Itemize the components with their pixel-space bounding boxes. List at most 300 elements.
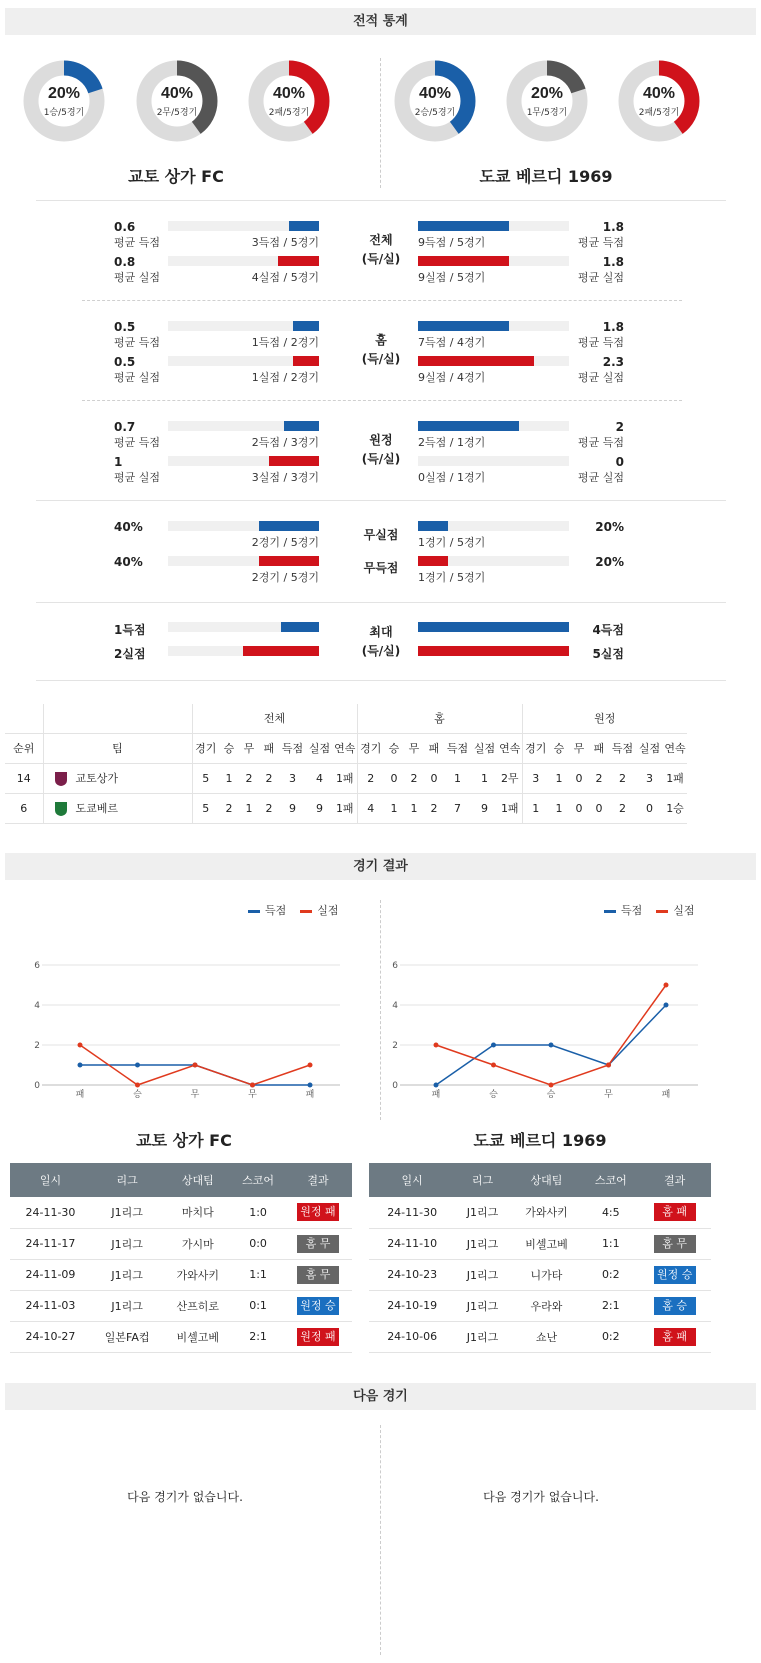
data-point <box>549 1043 554 1048</box>
table-cell: 4 <box>306 763 333 793</box>
legend-swatch-scored <box>604 910 616 913</box>
home-avg-scored-label: 평균 득점 <box>114 236 161 249</box>
table-row <box>10 1228 352 1259</box>
away-results-table <box>369 1163 711 1353</box>
divider <box>82 300 682 301</box>
home-avg-conceded-value: 1 <box>114 455 123 469</box>
away-failed-score-caption: 1경기 / 5경기 <box>418 571 486 584</box>
column-header: 리그 <box>455 1163 509 1197</box>
table-cell: 5 <box>192 763 219 793</box>
away-avg-conceded-value: 0 <box>615 455 624 469</box>
stat-bar-fill <box>259 556 319 566</box>
column-header: 상대팀 <box>163 1163 232 1197</box>
stat-bar-track <box>168 521 319 531</box>
away-results-chart <box>378 955 718 1105</box>
table-row <box>10 1259 352 1290</box>
table-cell: 24-11-09 <box>10 1259 91 1290</box>
result-cell <box>284 1259 352 1290</box>
column-header: 패 <box>424 733 444 763</box>
stat-bar-track <box>168 221 319 231</box>
table-cell: 마치다 <box>163 1197 232 1228</box>
team-name[interactable]: 도쿄베르 <box>75 801 119 815</box>
table-cell: 0:1 <box>232 1290 284 1321</box>
result-badge: 원정 패 <box>297 1203 339 1221</box>
home-team-title: 교토 상가 FC <box>128 167 224 186</box>
donut-chart <box>135 59 219 143</box>
table-cell: 5 <box>192 793 219 823</box>
result-cell <box>638 1197 711 1228</box>
table-cell: 3 <box>522 763 549 793</box>
stat-category-label <box>341 231 421 269</box>
stat-bar-fill <box>418 356 534 366</box>
table-cell: 1패 <box>663 763 687 793</box>
column-header: 무 <box>404 733 424 763</box>
divider <box>36 602 726 603</box>
data-point <box>193 1063 198 1068</box>
donut-caption: 2패/5경기 <box>638 108 680 118</box>
table-cell: 14 <box>5 763 43 793</box>
home-avg-conceded-label: 평균 실점 <box>114 471 161 484</box>
column-header: 패 <box>589 733 609 763</box>
table-cell: J1리그 <box>91 1290 163 1321</box>
stat-bar-track <box>418 646 569 656</box>
table-cell: 1 <box>549 763 569 793</box>
table-row <box>369 1259 711 1290</box>
column-header: 연속 <box>498 733 522 763</box>
result-badge: 홈 승 <box>654 1297 696 1315</box>
column-header: 스코어 <box>232 1163 284 1197</box>
table-cell: 2 <box>609 793 636 823</box>
column-header: 경기 <box>192 733 219 763</box>
result-badge: 홈 패 <box>654 1328 696 1346</box>
column-header: 득점 <box>279 733 306 763</box>
data-point <box>434 1043 439 1048</box>
stat-category-sub: (득/실) <box>361 644 401 658</box>
home-max-scored: 1득점 <box>114 623 146 637</box>
divider <box>82 400 682 401</box>
x-tick-label: 승 <box>133 1090 142 1100</box>
home-avg-scored-value: 0.6 <box>114 220 136 234</box>
table-row <box>10 1197 352 1228</box>
away-avg-conceded-label: 평균 실점 <box>577 471 624 484</box>
column-header: 실점 <box>471 733 498 763</box>
result-cell <box>284 1321 352 1352</box>
home-team-title: 교토 상가 FC <box>136 1131 232 1150</box>
away-clean-sheet-pct: 20% <box>595 520 624 534</box>
home-failed-score-caption: 2경기 / 5경기 <box>251 571 319 584</box>
table-cell: 6 <box>5 793 43 823</box>
table-cell: 니가타 <box>510 1259 583 1290</box>
donut-caption: 1승/5경기 <box>43 108 85 118</box>
table-cell: 2 <box>589 763 609 793</box>
x-tick-label: 무 <box>190 1090 200 1100</box>
y-tick-label: 4 <box>392 1001 398 1011</box>
table-header-row <box>369 1163 711 1197</box>
result-badge: 홈 무 <box>297 1266 339 1284</box>
table-cell: 3 <box>279 763 306 793</box>
away-avg-scored-label: 평균 득점 <box>577 336 624 349</box>
table-cell: 가와사키 <box>510 1197 583 1228</box>
table-cell: 0:0 <box>232 1228 284 1259</box>
donut-percent: 40% <box>272 85 306 102</box>
away-scored-caption: 7득점 / 4경기 <box>418 336 486 349</box>
table-cell: 24-11-30 <box>369 1197 455 1228</box>
away-avg-scored-label: 평균 득점 <box>577 236 624 249</box>
section-header-next: 다음 경기 <box>5 1383 756 1410</box>
home-conceded-caption: 4실점 / 5경기 <box>251 271 319 284</box>
table-cell: 24-10-27 <box>10 1321 91 1352</box>
y-tick-label: 6 <box>34 961 40 971</box>
donut-percent: 20% <box>47 85 81 102</box>
table-cell: 2 <box>609 763 636 793</box>
stat-bar-fill <box>418 421 519 431</box>
home-scored-caption: 2득점 / 3경기 <box>251 436 319 449</box>
table-cell: 1패 <box>333 763 357 793</box>
result-cell <box>284 1197 352 1228</box>
table-cell: 1 <box>384 793 404 823</box>
stat-bar-fill <box>281 622 319 632</box>
result-badge: 원정 승 <box>297 1297 339 1315</box>
divider <box>380 900 381 1120</box>
column-header: 실점 <box>636 733 663 763</box>
table-cell: 2무 <box>498 763 522 793</box>
table-cell: 7 <box>444 793 471 823</box>
home-avg-conceded-value: 0.5 <box>114 355 136 369</box>
stat-bar-fill <box>259 521 319 531</box>
divider <box>380 1425 381 1655</box>
group-header-total: 전체 <box>192 704 357 733</box>
home-avg-scored-value: 0.7 <box>114 420 136 434</box>
table-cell: 쇼난 <box>510 1321 583 1352</box>
donut-caption: 2승/5경기 <box>414 108 456 118</box>
failed-to-score-label: 무득점 <box>363 561 399 575</box>
legend-swatch-scored <box>248 910 260 913</box>
column-header: 상대팀 <box>510 1163 583 1197</box>
away-next-empty: 다음 경기가 없습니다. <box>483 1490 599 1504</box>
stat-category-name: 최대 <box>369 625 393 639</box>
stat-category-sub: (득/실) <box>361 252 401 266</box>
section-header-stats: 전적 통계 <box>5 8 756 35</box>
divider <box>36 500 726 501</box>
stat-bar-track <box>168 356 319 366</box>
donut-chart <box>505 59 589 143</box>
stat-bar-track <box>418 256 569 266</box>
donut-chart <box>247 59 331 143</box>
data-point <box>491 1043 496 1048</box>
donut-caption: 2무/5경기 <box>156 108 198 118</box>
table-cell: 가시마 <box>163 1228 232 1259</box>
stat-bar-track <box>168 556 319 566</box>
table-row <box>369 1228 711 1259</box>
result-badge: 홈 패 <box>654 1203 696 1221</box>
y-tick-label: 0 <box>392 1081 398 1091</box>
crest-shape <box>55 772 67 786</box>
away-scored-caption: 2득점 / 1경기 <box>418 436 486 449</box>
result-badge: 홈 무 <box>297 1235 339 1253</box>
column-header: 무 <box>239 733 259 763</box>
table-cell: 24-10-06 <box>369 1321 455 1352</box>
data-point <box>78 1063 83 1068</box>
away-avg-scored-value: 1.8 <box>602 220 624 234</box>
home-max-conceded: 2실점 <box>114 647 146 661</box>
data-point <box>664 1003 669 1008</box>
donut-percent: 40% <box>160 85 194 102</box>
x-tick-label: 패 <box>431 1090 441 1100</box>
column-header: 실점 <box>306 733 333 763</box>
table-cell: 9 <box>306 793 333 823</box>
table-row <box>10 1290 352 1321</box>
table-row <box>5 763 687 793</box>
x-tick-label: 승 <box>489 1090 498 1100</box>
table-cell: 1:1 <box>232 1259 284 1290</box>
table-cell: J1리그 <box>455 1197 509 1228</box>
table-cell: 24-11-03 <box>10 1290 91 1321</box>
result-cell <box>284 1290 352 1321</box>
away-avg-conceded-value: 2.3 <box>602 355 624 369</box>
data-point <box>308 1083 313 1088</box>
donut-percent: 40% <box>642 85 676 102</box>
x-tick-label: 승 <box>546 1090 556 1100</box>
table-row <box>369 1197 711 1228</box>
stat-bar-fill <box>418 221 509 231</box>
y-tick-label: 6 <box>392 961 398 971</box>
data-point <box>135 1083 140 1088</box>
table-row <box>10 1321 352 1352</box>
column-header: 득점 <box>609 733 636 763</box>
table-cell: 1:0 <box>232 1197 284 1228</box>
stat-bar-fill <box>418 556 448 566</box>
home-conceded-caption: 1실점 / 2경기 <box>251 371 319 384</box>
table-cell: 1 <box>239 793 259 823</box>
stat-category-name: 홈 <box>375 333 387 347</box>
table-cell: 3 <box>636 763 663 793</box>
table-cell: 비셀고베 <box>510 1228 583 1259</box>
away-conceded-caption: 9실점 / 4경기 <box>418 371 486 384</box>
stat-bar-fill <box>269 456 319 466</box>
table-cell: 1:1 <box>583 1228 638 1259</box>
stat-bar-track <box>418 556 569 566</box>
column-header: 경기 <box>522 733 549 763</box>
table-cell: 0 <box>636 793 663 823</box>
table-cell: 1 <box>471 763 498 793</box>
team-cell[interactable] <box>43 793 192 823</box>
data-point <box>549 1083 554 1088</box>
donut-caption: 2패/5경기 <box>268 108 310 118</box>
table-row <box>369 1321 711 1352</box>
table-cell: 1패 <box>498 793 522 823</box>
table-cell: 우라와 <box>510 1290 583 1321</box>
legend-swatch-conceded <box>300 910 312 913</box>
away-team-title: 도쿄 베르디 1969 <box>473 1131 607 1150</box>
home-avg-scored-value: 0.5 <box>114 320 136 334</box>
stat-bar-fill <box>418 256 509 266</box>
away-conceded-caption: 0실점 / 1경기 <box>418 471 486 484</box>
table-cell: 일본FA컵 <box>91 1321 163 1352</box>
home-avg-conceded-label: 평균 실점 <box>114 371 161 384</box>
away-max-scored: 4득점 <box>592 623 624 637</box>
crest-shape <box>55 802 67 816</box>
group-header-home: 홈 <box>357 704 522 733</box>
standings-table <box>5 704 687 824</box>
table-cell: 0:2 <box>583 1321 638 1352</box>
stat-bar-fill <box>418 321 509 331</box>
result-badge: 원정 승 <box>654 1266 696 1284</box>
result-cell <box>284 1228 352 1259</box>
x-tick-label: 패 <box>75 1090 85 1100</box>
legend-swatch-conceded <box>656 910 668 913</box>
x-tick-label: 무 <box>248 1090 257 1100</box>
table-cell: J1리그 <box>91 1259 163 1290</box>
table-cell: 2 <box>239 763 259 793</box>
clean-sheet-label: 무실점 <box>363 528 399 542</box>
home-scored-caption: 1득점 / 2경기 <box>251 336 319 349</box>
divider <box>36 680 726 681</box>
table-cell: 9 <box>279 793 306 823</box>
table-cell: J1리그 <box>455 1321 509 1352</box>
table-cell: 2:1 <box>583 1290 638 1321</box>
data-point <box>606 1063 611 1068</box>
stat-bar-fill <box>284 421 319 431</box>
team-cell[interactable] <box>43 763 192 793</box>
x-tick-label: 무 <box>604 1090 613 1100</box>
column-header: 리그 <box>91 1163 163 1197</box>
chart-legend <box>248 902 339 918</box>
stat-bar-fill <box>418 521 448 531</box>
donut-caption: 1무/5경기 <box>526 108 568 118</box>
donut-percent: 40% <box>418 85 452 102</box>
table-cell: 2 <box>424 793 444 823</box>
column-header: 경기 <box>357 733 384 763</box>
table-cell: 24-10-19 <box>369 1290 455 1321</box>
table-cell: 2 <box>357 763 384 793</box>
result-badge: 홈 무 <box>654 1235 696 1253</box>
table-cell: 2:1 <box>232 1321 284 1352</box>
group-header-away: 원정 <box>522 704 687 733</box>
y-tick-label: 2 <box>392 1041 398 1051</box>
away-scored-caption: 9득점 / 5경기 <box>418 236 486 249</box>
result-cell <box>638 1228 711 1259</box>
table-cell: J1리그 <box>455 1259 509 1290</box>
stat-bar-fill <box>293 356 319 366</box>
column-header: 스코어 <box>583 1163 638 1197</box>
home-avg-scored-label: 평균 득점 <box>114 336 161 349</box>
donut-percent: 20% <box>530 85 564 102</box>
y-tick-label: 4 <box>34 1001 40 1011</box>
table-cell: 1 <box>404 793 424 823</box>
column-header: 무 <box>569 733 589 763</box>
home-next-empty: 다음 경기가 없습니다. <box>127 1490 243 1504</box>
table-cell: 24-11-30 <box>10 1197 91 1228</box>
data-point <box>135 1063 140 1068</box>
x-tick-label: 패 <box>661 1090 671 1100</box>
stat-category-sub: (득/실) <box>361 452 401 466</box>
stat-category-label <box>341 623 421 661</box>
table-row <box>5 793 687 823</box>
donut-chart <box>393 59 477 143</box>
away-avg-conceded-label: 평균 실점 <box>577 271 624 284</box>
table-cell: 1 <box>219 763 239 793</box>
home-conceded-caption: 3실점 / 3경기 <box>251 471 319 484</box>
stat-category-name: 전체 <box>369 233 393 247</box>
stat-bar-track <box>418 221 569 231</box>
table-header-row <box>10 1163 352 1197</box>
column-header: 일시 <box>369 1163 455 1197</box>
away-avg-scored-value: 2 <box>615 420 624 434</box>
table-cell: 가와사키 <box>163 1259 232 1290</box>
home-failed-score-pct: 40% <box>114 555 143 569</box>
table-cell: 4 <box>357 793 384 823</box>
table-cell: 2 <box>259 793 279 823</box>
table-cell: 0 <box>384 763 404 793</box>
table-cell: 1승 <box>663 793 687 823</box>
series-line-conceded <box>436 985 666 1085</box>
table-cell: J1리그 <box>91 1228 163 1259</box>
stat-bar-track <box>418 421 569 431</box>
home-scored-caption: 3득점 / 5경기 <box>251 236 319 249</box>
stat-category-label <box>341 331 421 369</box>
table-cell: 4:5 <box>583 1197 638 1228</box>
table-cell: 9 <box>471 793 498 823</box>
verdy-crest-icon <box>54 801 68 817</box>
table-cell: J1리그 <box>91 1197 163 1228</box>
column-header: 결과 <box>284 1163 352 1197</box>
divider <box>380 58 381 188</box>
stat-bar-track <box>418 521 569 531</box>
home-results-table <box>10 1163 352 1353</box>
team-name[interactable]: 교토상가 <box>75 771 119 785</box>
away-conceded-caption: 9실점 / 5경기 <box>418 271 486 284</box>
donut-chart <box>22 59 106 143</box>
home-avg-scored-label: 평균 득점 <box>114 436 161 449</box>
stat-bar-track <box>168 646 319 656</box>
result-badge: 원정 패 <box>297 1328 339 1346</box>
away-avg-conceded-label: 평균 실점 <box>577 371 624 384</box>
table-cell: 24-10-23 <box>369 1259 455 1290</box>
y-tick-label: 0 <box>34 1081 40 1091</box>
legend-label-scored: 득점 <box>621 904 643 917</box>
table-cell: 24-11-10 <box>369 1228 455 1259</box>
stat-bar-track <box>418 356 569 366</box>
x-tick-label: 패 <box>305 1090 315 1100</box>
stat-category-label <box>341 431 421 469</box>
stat-bar-fill <box>243 646 319 656</box>
stat-bar-track <box>418 456 569 466</box>
table-cell: 24-11-17 <box>10 1228 91 1259</box>
away-clean-sheet-caption: 1경기 / 5경기 <box>418 536 486 549</box>
table-cell: 2 <box>404 763 424 793</box>
table-cell: J1리그 <box>455 1290 509 1321</box>
away-avg-conceded-value: 1.8 <box>602 255 624 269</box>
stat-bar-fill <box>418 622 569 632</box>
legend-label-conceded: 실점 <box>673 904 695 917</box>
result-cell <box>638 1290 711 1321</box>
legend-label-scored: 득점 <box>265 904 287 917</box>
table-cell: 0 <box>569 763 589 793</box>
stat-bar-track <box>168 456 319 466</box>
table-cell: 0 <box>424 763 444 793</box>
column-header: 팀 <box>43 733 192 763</box>
divider <box>36 200 726 201</box>
stat-bar-fill <box>418 646 569 656</box>
data-point <box>664 983 669 988</box>
table-cell: 비셀고베 <box>163 1321 232 1352</box>
table-cell: 0 <box>569 793 589 823</box>
column-header: 연속 <box>333 733 357 763</box>
table-cell: 0 <box>589 793 609 823</box>
data-point <box>78 1043 83 1048</box>
stat-bar-fill <box>278 256 319 266</box>
data-point <box>491 1063 496 1068</box>
